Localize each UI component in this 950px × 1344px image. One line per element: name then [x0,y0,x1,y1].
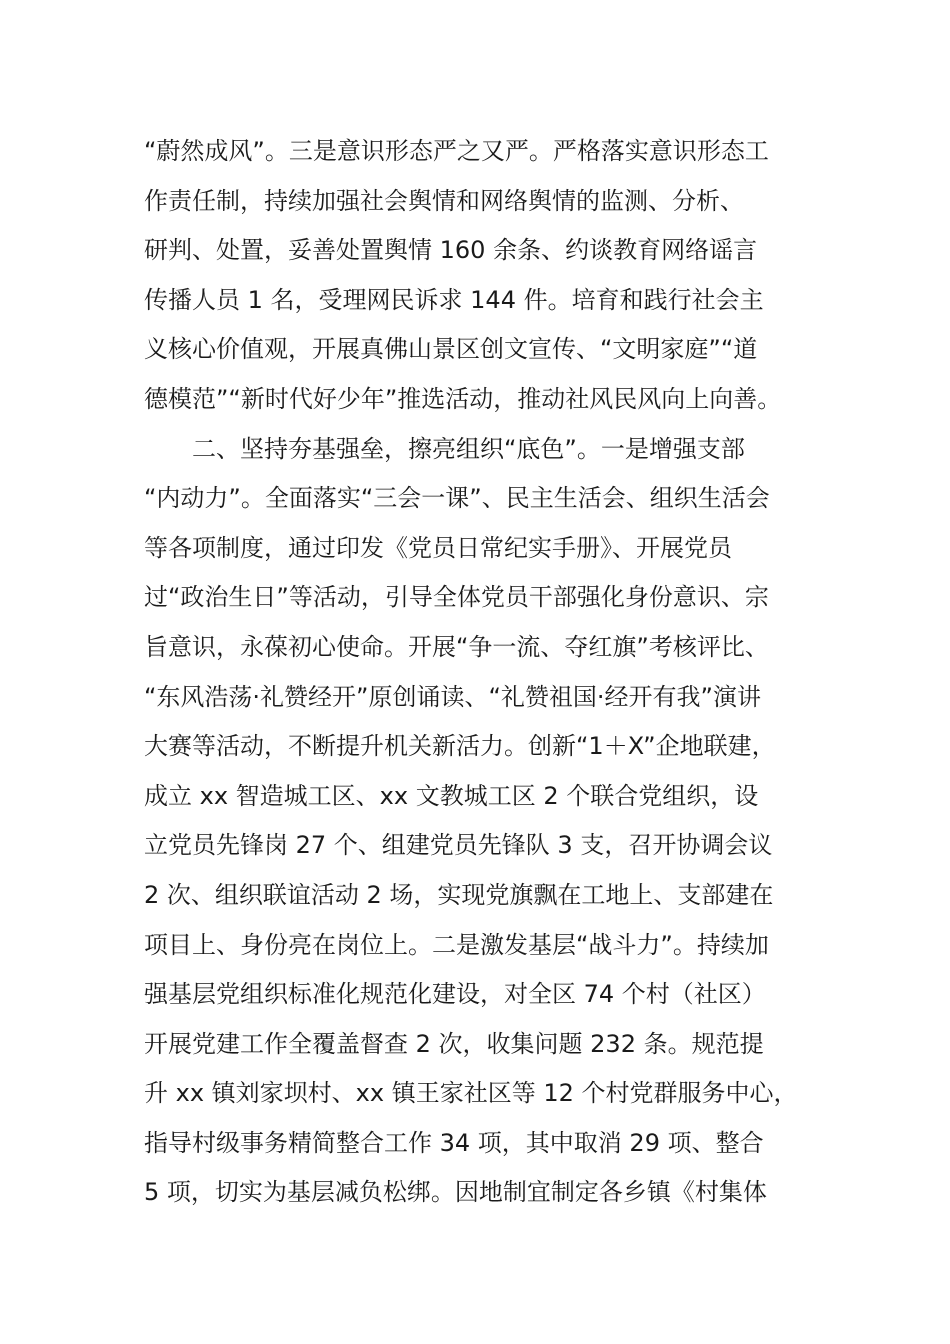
text-line: 传播人员 1 名，受理网民诉求 144 件。培育和践行社会主 [144,285,764,314]
text-line: 升 xx 镇刘家坝村、xx 镇王家社区等 12 个村党群服务中心， [144,1079,798,1108]
text-line: 立党员先锋岗 27 个、组建党员先锋队 3 支，召开协调会议 [144,831,773,860]
text-line: 作责任制，持续加强社会舆情和网络舆情的监测、分析、 [144,186,744,215]
text-line: 等各项制度，通过印发《党员日常纪实手册》、开展党员 [144,533,732,562]
text-line: 强基层党组织标准化规范化建设，对全区 74 个村（社区） [144,980,766,1009]
text-line: 开展党建工作全覆盖督查 2 次，收集问题 232 条。规范提 [144,1029,764,1058]
text-line: 5 项，切实为基层减负松绑。因地制宜制定各乡镇《村集体 [144,1178,767,1207]
text-line: 过“政治生日”等活动，引导全体党员干部强化身份意识、宗 [144,583,769,612]
text-line: 德模范”“新时代好少年”推选活动，推动社风民风向上向善。 [144,384,782,413]
text-line: 大赛等活动，不断提升机关新活力。创新“1＋X”企地联建， [144,732,776,761]
text-line: “内动力”。全面落实“三会一课”、民主生活会、组织生活会 [144,484,770,513]
text-line: 研判、处置，妥善处置舆情 160 余条、约谈教育网络谣言 [144,236,758,265]
text-line: 2 次、组织联谊活动 2 场，实现党旗飘在工地上、支部建在 [144,880,774,909]
body-text [144,127,844,1218]
text-line: “蔚然成风”。三是意识形态严之又严。严格落实意识形态工 [144,137,769,165]
text-line: 旨意识，永葆初心使命。开展“争一流、夺红旗”考核评比、 [144,632,769,661]
section-heading-line: 二、坚持夯基强垒，擦亮组织“底色”。一是增强支部 [192,434,745,463]
text-line: 成立 xx 智造城工区、xx 文教城工区 2 个联合党组织，设 [144,781,759,810]
text-line: “东风浩荡·礼赞经开”原创诵读、“礼赞祖国·经开有我”演讲 [144,682,761,711]
text-line: 项目上、身份亮在岗位上。二是激发基层“战斗力”。持续加 [144,930,769,959]
text-line: 义核心价值观，开展真佛山景区创文宣传、“文明家庭”“道 [144,335,758,364]
text-line: 指导村级事务精简整合工作 34 项，其中取消 29 项、整合 [144,1128,764,1157]
